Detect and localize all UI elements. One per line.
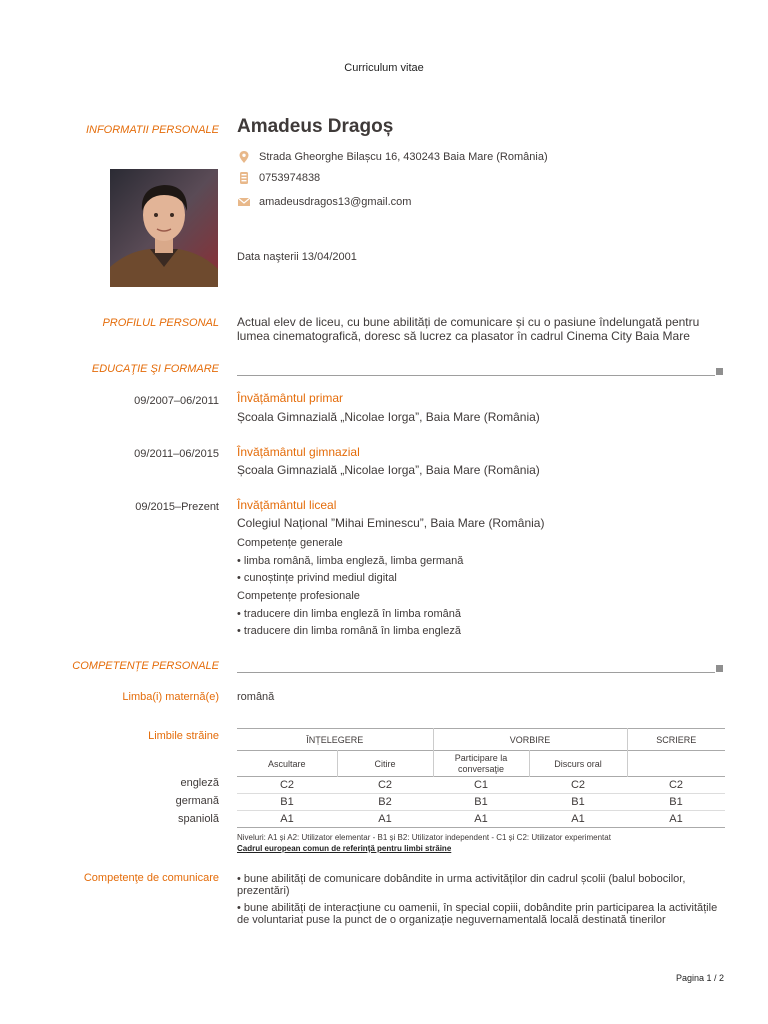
section-divider-marker [716,665,723,672]
profile-text: Actual elev de liceu, cu bune abilități de comunicare și cu o pasiune îndelungată pentru lumea cinematografică, doresc să lucrez ca plasator în cadrul Cinema City Baia Mare [237,315,700,343]
document-title: Curriculum vitae [344,62,424,74]
reference-link[interactable]: Cadrul european comun de referinţă pentru limbi străine [237,844,452,853]
section-label-personal: INFORMATII PERSONALE [85,124,219,136]
language-name: engleză [180,777,219,789]
email-text: amadeusdragos13@gmail.com [259,196,412,208]
education-detail: Competențe profesionale [237,590,360,602]
subheader-listening: Ascultare [237,751,337,777]
header-speaking: VORBIRE [433,729,627,751]
communication-item: • bune abilități de interacțiune cu oamenii, în special copiii, dobândite prin participarea la activitățile de voluntariat puse la punct de o organizație neguvernamentală locală destinată tinerilor [237,902,718,926]
level-cell: C1 [473,779,489,791]
table-row [237,777,725,794]
level-cell: C2 [377,779,393,791]
subheader-interaction: Participare la conversaţie [433,751,529,777]
level-cell: A1 [669,813,683,825]
education-detail: • traducere din limba română în limba engleză [237,625,461,637]
section-label-profile: PROFILUL PERSONAL [102,317,219,329]
level-cell: C2 [279,779,295,791]
level-cell: B2 [378,796,392,808]
email-row [237,195,411,209]
level-cell: B1 [571,796,585,808]
level-cell: A1 [571,813,585,825]
address-row [237,150,548,164]
language-table [237,728,725,828]
level-cell: B1 [280,796,294,808]
page-number: Pagina 1 / 2 [675,973,724,983]
section-divider [237,375,715,376]
education-date: 09/2011–06/2015 [134,448,219,460]
section-label-education: EDUCAŢIE ŞI FORMARE [91,363,219,375]
mother-tongue-label: Limba(i) maternă(e) [122,691,219,703]
levels-note: Niveluri: A1 și A2: Utilizator elementar - B1 și B2: Utilizator independent - C1 și C2: Utilizator experimentat [237,833,611,842]
table-row [237,794,725,811]
language-name: germană [175,795,219,807]
education-school: Școala Gimnazială „Nicolae Iorga”, Baia Mare (România) [237,410,540,424]
foreign-languages-label: Limbile străine [148,730,219,742]
phone-icon [237,171,251,185]
phone-text: 0753974838 [259,172,321,184]
email-icon [237,195,251,209]
communication-item: • bune abilități de comunicare dobândite in urma activităților din cadrul școlii (balul bobocilor, prezentări) [237,873,686,897]
header-understanding: ÎNȚELEGERE [237,729,433,751]
education-date: 09/2007–06/2011 [134,395,219,407]
education-title: Învățământul liceal [237,498,337,512]
education-detail: • traducere din limba engleză în limba română [237,608,461,620]
education-detail: • cunoștințe privind mediul digital [237,572,397,584]
education-title: Învățământul gimnazial [237,445,360,459]
level-cell: B1 [474,796,488,808]
section-divider-marker [716,368,723,375]
section-divider [237,672,715,673]
section-label-skills: COMPETENȚE PERSONALE [72,660,219,672]
level-cell: C2 [668,779,684,791]
education-school: Școala Gimnazială „Nicolae Iorga”, Baia Mare (România) [237,463,540,477]
subheader-reading: Citire [337,751,433,777]
mother-tongue-value: română [237,691,275,703]
level-cell: A1 [474,813,488,825]
address-text: Strada Gheorghe Bilașcu 16, 430243 Baia Mare (România) [259,151,548,163]
subheader-writing-empty [627,751,725,777]
level-cell: B1 [669,796,683,808]
communication-skills-label: Competenţe de comunicare [83,872,219,884]
education-detail: • limba română, limba engleză, limba germană [237,555,464,567]
education-date: 09/2015–Prezent [135,501,219,513]
level-cell: C2 [570,779,586,791]
language-name: spaniolă [178,813,219,825]
table-row [237,811,725,828]
education-detail: Competențe generale [237,537,343,549]
level-cell: A1 [378,813,392,825]
profile-photo [110,169,218,287]
birth-date: Data naşterii 13/04/2001 [237,251,357,263]
level-cell: A1 [280,813,294,825]
location-icon [237,150,251,164]
education-school: Colegiul Național ”Mihai Eminescu”, Baia Mare (România) [237,516,545,530]
person-name: Amadeus Dragoș [237,116,394,137]
subheader-production: Discurs oral [529,751,627,777]
education-title: Învățământul primar [237,391,344,405]
phone-row [237,171,320,185]
header-writing: SCRIERE [656,734,697,745]
